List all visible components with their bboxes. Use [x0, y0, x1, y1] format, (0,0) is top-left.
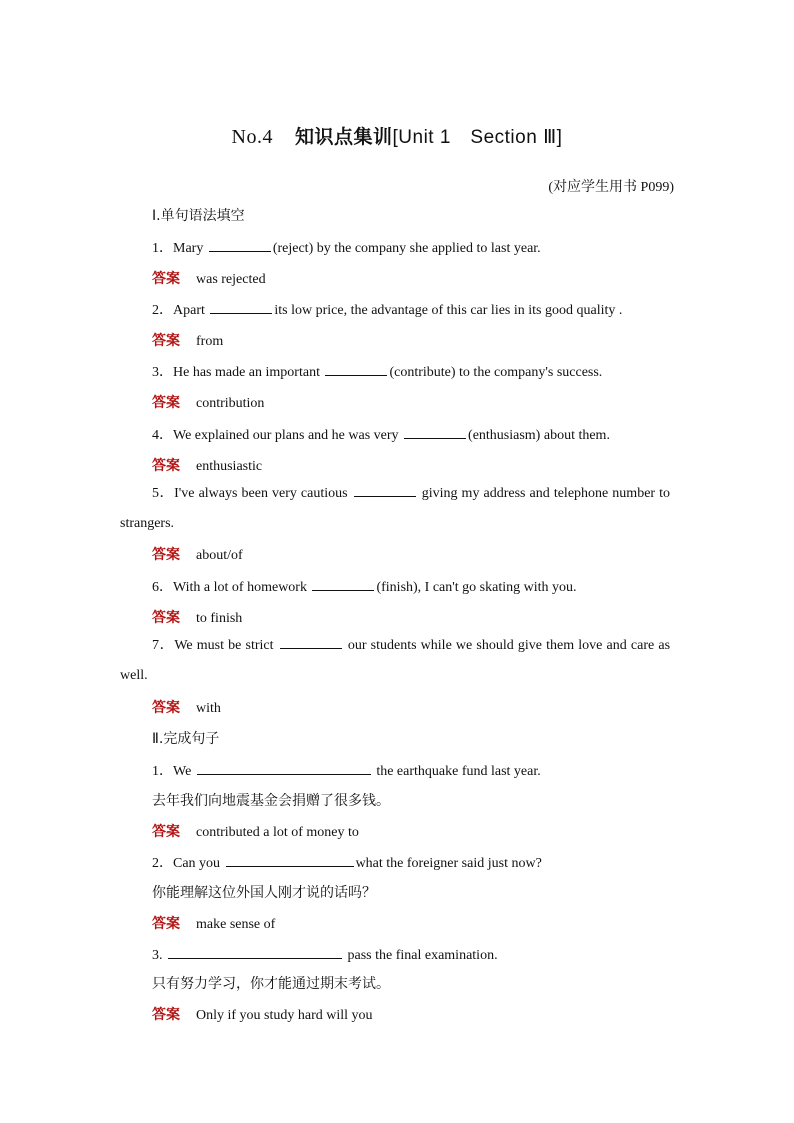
answer-blank: [209, 237, 271, 252]
answer-label: 答案: [152, 271, 180, 287]
answer-5: 答案 about/of: [152, 547, 243, 563]
question-7: 7．We must be strict our students while we should give them love and care as well.: [120, 631, 670, 691]
answer-blank: [226, 852, 354, 867]
answer-label: 答案: [152, 333, 180, 349]
question-1: 1．Mary (reject) by the company she applied to last year.: [152, 237, 541, 257]
answer-label: 答案: [152, 700, 180, 716]
answer-blank: [280, 634, 342, 649]
answer-blank: [404, 424, 466, 439]
sentence-2: 2．Can you what the foreigner said just now?: [152, 852, 542, 872]
question-3: 3．He has made an important (contribute) to the company's success.: [152, 361, 602, 381]
answer-label: 答案: [152, 610, 180, 626]
answer-blank: [354, 482, 416, 497]
answer-4: 答案 enthusiastic: [152, 458, 263, 474]
sentence-3: 3. pass the final examination.: [152, 944, 498, 964]
answer-2: 答案 from: [152, 333, 224, 349]
answer-7: 答案 with: [152, 700, 221, 716]
answer-blank: [325, 361, 387, 376]
sentence-1: 1．We the earthquake fund last year.: [152, 760, 541, 780]
answer-label: 答案: [152, 916, 180, 932]
answer-blank: [312, 576, 374, 591]
book-reference: (对应学生用书 P099): [548, 180, 674, 195]
question-6: 6．With a lot of homework (finish), I can't go skating with you.: [152, 576, 577, 596]
answer-label: 答案: [152, 547, 180, 563]
answer-3: 答案 contribution: [152, 395, 265, 411]
sentence-answer-3: 答案 Only if you study hard will you: [152, 1007, 373, 1023]
title-en: [Unit 1 Section Ⅲ]: [392, 127, 563, 148]
title-number: No.4: [231, 126, 273, 148]
answer-label: 答案: [152, 395, 180, 411]
answer-label: 答案: [152, 824, 180, 840]
sentence-3-cn: 只有努力学习，你才能通过期末考试。: [152, 976, 390, 992]
answer-blank: [197, 760, 371, 775]
page-title: [0, 122, 794, 149]
sentence-2-cn: 你能理解这位外国人刚才说的话吗？: [152, 885, 376, 901]
answer-label: 答案: [152, 458, 180, 474]
answer-label: 答案: [152, 1007, 180, 1023]
section1-heading: Ⅰ.单句语法填空: [152, 208, 245, 224]
answer-blank: [210, 299, 272, 314]
answer-1: 答案 was rejected: [152, 271, 266, 287]
title-cn: 知识点集训: [294, 126, 393, 148]
answer-blank: [168, 944, 342, 959]
question-5: 5．I've always been very cautious giving my address and telephone number to strangers.: [120, 479, 670, 539]
section2-heading: Ⅱ.完成句子: [152, 731, 220, 747]
sentence-answer-1: 答案 contributed a lot of money to: [152, 824, 359, 840]
question-4: 4．We explained our plans and he was very (enthusiasm) about them.: [152, 424, 610, 444]
answer-6: 答案 to finish: [152, 610, 243, 626]
question-2: 2．Apart its low price, the advantage of this car lies in its good quality .: [152, 299, 622, 319]
sentence-1-cn: 去年我们向地震基金会捐赠了很多钱。: [152, 793, 390, 809]
sentence-answer-2: 答案 make sense of: [152, 916, 276, 932]
